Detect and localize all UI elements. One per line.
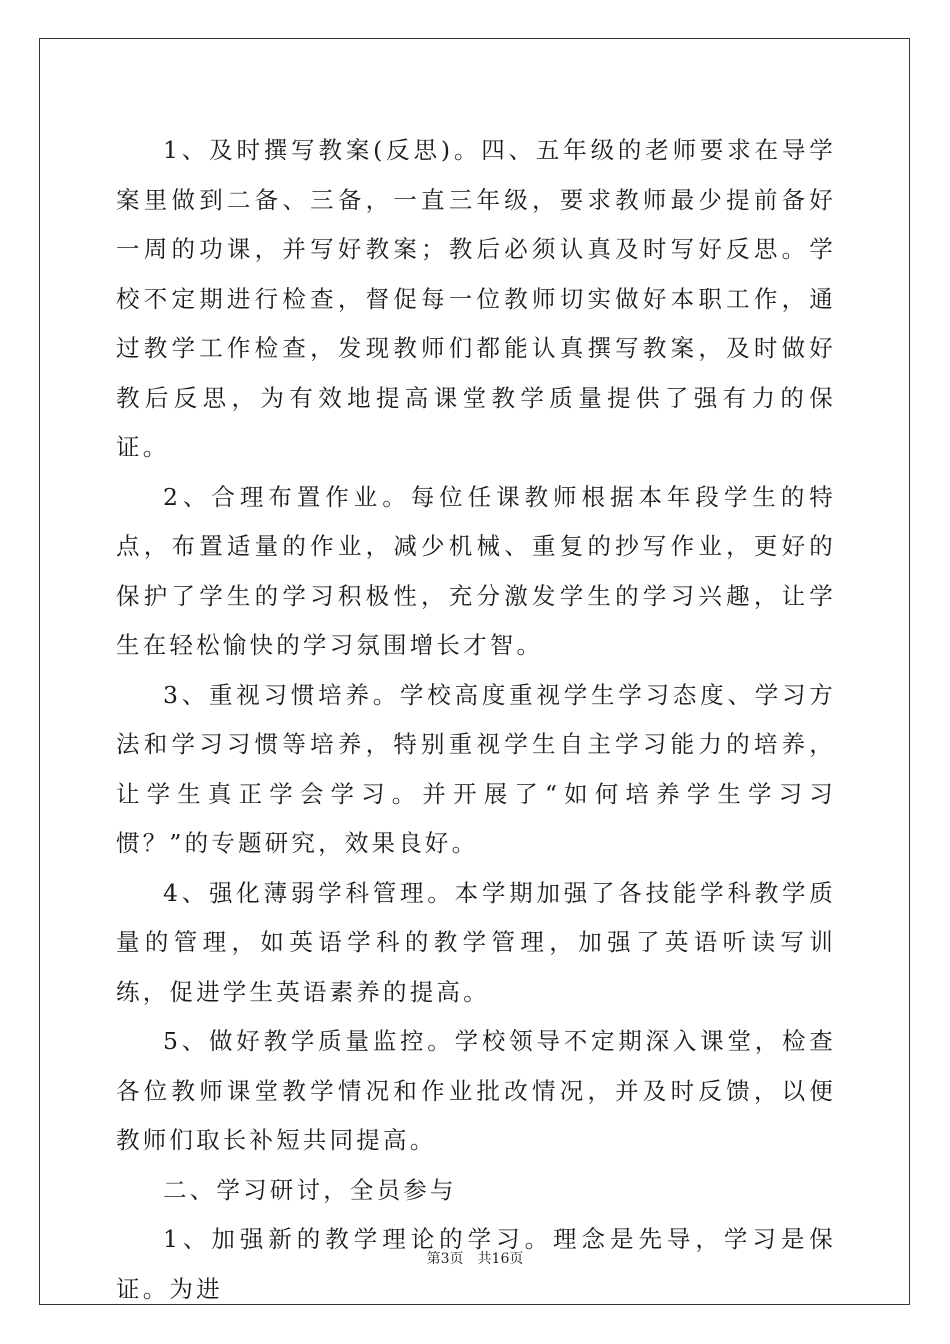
paragraph-4: 4、强化薄弱学科管理。本学期加强了各技能学科教学质量的管理，如英语学科的教学管理，加强了英语听读写训练，促进学生英语素养的提高。 [116, 878, 836, 1006]
total-pages: 共16页 [477, 1251, 524, 1267]
paragraph-5: 5、做好教学质量监控。学校领导不定期深入课堂，检查各位教师课堂教学情况和作业批改情况，并及时反馈，以便教师们取长补短共同提高。 [116, 1027, 836, 1154]
paragraph-1: 1、及时撰写教案(反思)。四、五年级的老师要求在导学案里做到二备、三备，一直三年级，要求教师最少提前备好一周的功课，并写好教案；教后必须认真及时写好反思。学校不定期进行检查，督促每一位教师切实做好本职工作，通过教学工作检查，发现教师们都能认真撰写教案，及时做好教后反思，为有效地提高课堂教学质量提供了强有力的保证。 [116, 136, 836, 461]
paragraph-3: 3、重视习惯培养。学校高度重视学生学习态度、学习方法和学习习惯等培养，特别重视学生自主学习能力的培养，让学生真正学会学习。并开展了“如何培养学生学习习惯？”的专题研究，效果良好。 [116, 680, 836, 857]
paragraph-6: 1、加强新的教学理论的学习。理念是先导，学习是保证。为进 [116, 1225, 836, 1303]
page-number: 第3页 [426, 1251, 464, 1267]
page-footer [0, 1248, 950, 1268]
section-heading: 二、学习研讨，全员参与 [163, 1175, 457, 1204]
document-body [116, 126, 836, 1314]
paragraph-2: 2、合理布置作业。每位任课教师根据本年段学生的特点，布置适量的作业，减少机械、重复的抄写作业，更好的保护了学生的学习积极性，充分激发学生的学习兴趣，让学生在轻松愉快的学习氛围增长才智。 [116, 482, 836, 659]
